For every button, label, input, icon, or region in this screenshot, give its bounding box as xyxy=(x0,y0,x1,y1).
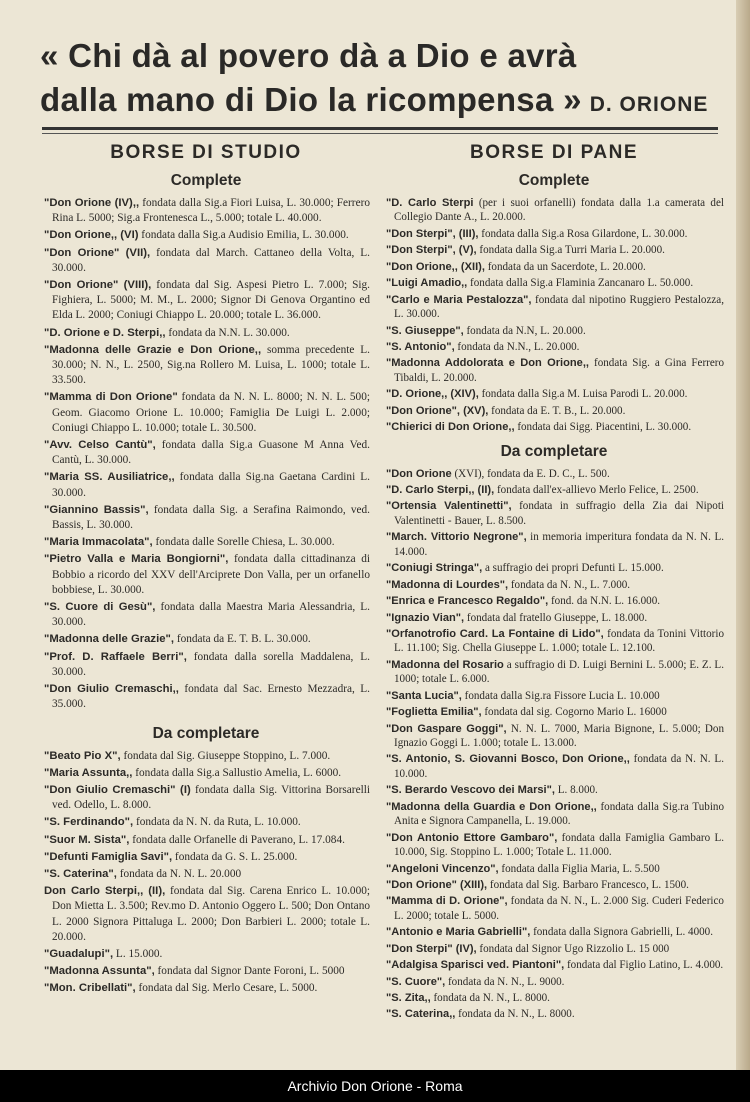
quote-line-2 xyxy=(40,78,720,127)
fund-name: "S. Ferdinando", xyxy=(44,816,134,829)
section-heading-complete: Complete xyxy=(170,172,242,189)
header-rule-thick xyxy=(42,127,718,130)
fund-name: "Guadalupi", xyxy=(44,947,114,960)
fund-details: fondata dal March. Cattaneo della Volta, L. 30.000. xyxy=(52,246,370,274)
fund-entry xyxy=(384,243,724,257)
fund-details: fondata dal Sac. Ernesto Mezzadra, L. 35.000. xyxy=(52,683,370,711)
fund-entry xyxy=(384,958,724,972)
column-borse-di-pane xyxy=(384,140,724,1024)
fund-details: fondata da N. N. L. 20.000 xyxy=(116,867,242,880)
fund-details: N. N. L. 7000, Maria Bignone, L. 5.000; Don Ignazio Goggi L. 1.000; totale L. 13.000. xyxy=(394,722,724,749)
fund-entry xyxy=(42,552,370,598)
fund-entry xyxy=(42,196,370,226)
fund-name: "S. Zita,, xyxy=(386,992,431,1004)
header-quote xyxy=(40,34,720,127)
fund-details: fondata dal Signor Dante Foroni, L. 5000 xyxy=(154,965,345,978)
fund-name: "Don Orione xyxy=(386,467,452,480)
fund-details: fondata dal Sig. Aspesi Pietro L. 7.000; Sig. Fighiera, L. 5000; M. M., L. 2000; Signor Di Genova Organtino ed Elda L. 2000; Coniugi Chiappo L. 20.000; totale L. 36.000. xyxy=(52,279,371,322)
fund-details: fondata Sig. a Gina Ferrero Tibaldi, L. 20.000. xyxy=(394,357,724,384)
fund-name: "Santa Lucia", xyxy=(386,689,462,702)
fund-name: "Don Orione (IV),, xyxy=(44,197,140,209)
fund-details: fondata da E. T. B. L. 30.000. xyxy=(174,633,311,646)
fund-name: "March. Vittorio Negrone", xyxy=(386,531,527,544)
fund-details: fondata dal Sig. Barbaro Francesco, L. 1500. xyxy=(487,878,689,891)
fund-name: "Orfanotrofio Card. La Fontaine di Lido", xyxy=(386,627,604,640)
fund-details: fondata da Tonini Vittorio L. 11.100; Sig. Chella Giuseppe L. 1.000; totale L. 12.100. xyxy=(394,627,725,655)
fund-details: fondata dalla Sig. Vittorina Borsarelli ved. Odello, L. 8.000. xyxy=(52,783,370,812)
fund-details: L. 8.000. xyxy=(554,784,598,797)
fund-name: "Antonio e Maria Gabrielli", xyxy=(386,926,531,939)
fund-entry xyxy=(384,387,724,401)
fund-entry xyxy=(42,749,370,764)
fund-details: fondata dalla sorella Maddalena, L. 30.000. xyxy=(52,650,371,678)
fund-details: fondata in suffragio della Zia dai Nipoti Valentinetti - Bauer, L. 8.500. xyxy=(394,500,724,527)
fund-entry xyxy=(42,343,370,389)
fund-entry xyxy=(42,833,370,848)
fund-entry xyxy=(384,260,724,274)
fund-name: "Maria SS. Ausiliatrice,, xyxy=(44,471,175,484)
fund-entry xyxy=(384,942,724,956)
fund-details: fondata dal Sig. Giuseppe Stoppino, L. 7.000. xyxy=(120,749,331,762)
fund-name: "Foglietta Emilia", xyxy=(386,706,482,719)
fund-name: "S. Caterina,, xyxy=(386,1008,456,1021)
fund-details: fondata da N. N. L. 10.000. xyxy=(394,753,724,780)
fund-details: fondata dal Sig. Merlo Cesare, L. 5000. xyxy=(135,982,318,995)
fund-entry xyxy=(384,689,724,703)
fund-details: fondata da N.N, L. 20.000. xyxy=(463,324,586,337)
column-heading: BORSE DI STUDIO xyxy=(110,142,302,163)
fund-entry xyxy=(384,467,724,481)
fund-details: fondata dal sig. Cogorno Mario L. 16000 xyxy=(481,706,667,719)
fund-name: "Madonna Addolorata e Don Orione,, xyxy=(386,357,589,370)
fund-entry xyxy=(42,228,370,243)
fund-entry xyxy=(384,594,724,608)
fund-entry xyxy=(42,766,370,781)
fund-name: "Defunti Famiglia Savi", xyxy=(44,850,173,863)
fund-entry xyxy=(384,499,724,528)
fund-name: "Chierici di Don Orione,, xyxy=(386,421,515,434)
fund-entry xyxy=(384,324,724,338)
fund-entry xyxy=(384,196,724,225)
fund-entry xyxy=(384,783,724,797)
fund-details: fondata da N. N., L. 9000. xyxy=(445,975,565,988)
fund-name: "Don Orione" (VIII), xyxy=(44,279,152,292)
fund-details: fondata da E. T. B., L. 20.000. xyxy=(488,404,626,417)
fund-name: "Don Sterpi" (IV), xyxy=(386,942,477,955)
fund-details: fondata dalla Sig.a Audisio Emilia, L. 30.000. xyxy=(138,229,349,242)
fund-entry xyxy=(384,800,724,829)
fund-entry xyxy=(384,878,724,892)
fund-entry xyxy=(42,783,370,813)
fund-entry xyxy=(42,535,370,550)
fund-details: fondata dal Sig. Carena Enrico L. 10.000; Don Mietta L. 3.500; Rev.mo D. Antonio Oggero L. 500; Don Ontano L. 2000 Signora Pittaluga L. 2000; Don Barbieri L. 2000; totale L. 20.000. xyxy=(52,885,371,943)
fund-details: (XVI), fondata da E. D. C., L. 500. xyxy=(451,467,610,480)
complete-list xyxy=(42,196,370,713)
fund-entry xyxy=(42,981,370,996)
fund-name: "S. Cuore", xyxy=(386,975,446,988)
fund-entry xyxy=(42,650,370,680)
fund-details: fondata dalla Sig.a Guasone M Anna Ved. Cantù, L. 30.000. xyxy=(52,439,370,467)
fund-name: "Carlo e Maria Pestalozza", xyxy=(386,293,532,306)
fund-details: fondata dalla Sig.ra Tubino Anita e Signora Campanella, L. 19.000. xyxy=(394,800,724,828)
fund-details: fondata dalla Sig. a Serafina Raimondo, ved. Bassis, L. 30.000. xyxy=(52,503,371,532)
header-rule-thin xyxy=(42,133,718,134)
fund-name: "Angeloni Vincenzo", xyxy=(386,862,499,875)
fund-name: "Madonna del Rosario xyxy=(386,658,504,671)
fund-entry xyxy=(384,975,724,989)
fund-entry xyxy=(42,632,370,647)
fund-name: "Don Gaspare Goggi", xyxy=(386,722,507,735)
fund-details: fondata dalla Sig.a Rosa Gilardone, L. 30.000. xyxy=(478,227,688,240)
fund-entry xyxy=(384,705,724,719)
fund-name: "D. Orione,, (XIV), xyxy=(386,388,479,401)
section-heading-pending: Da completare xyxy=(500,442,608,460)
fund-details: fondata dalla Figlia Maria, L. 5.500 xyxy=(498,862,660,875)
fund-name: "S. Giuseppe", xyxy=(386,324,464,337)
fund-details: fondata da N. N., L. 8000. xyxy=(455,1008,575,1021)
fund-name: "Don Giulio Cremaschi,, xyxy=(44,683,179,696)
fund-name: "Madonna delle Grazie", xyxy=(44,633,174,646)
fund-name: "Luigi Amadio,, xyxy=(386,277,468,290)
fund-name: "Ignazio Vian", xyxy=(386,611,465,624)
fund-entry xyxy=(384,1007,724,1021)
fund-entry xyxy=(384,356,724,385)
fund-details: fondata da N. N., L. 8000. xyxy=(430,992,550,1004)
fund-name: Don Carlo Sterpi,, (II), xyxy=(44,885,166,898)
page-edge xyxy=(736,0,750,1070)
quote-line-1: « Chi dà al povero dà a Dio e avrà xyxy=(40,37,577,74)
fund-details: fondata dal nipotino Ruggiero Pestalozza, L. 30.000. xyxy=(394,293,724,321)
fund-name: "Don Sterpi", (V), xyxy=(386,244,477,257)
fund-name: "Don Sterpi", (III), xyxy=(386,227,479,240)
fund-details: fondata da N.N., L. 20.000. xyxy=(454,340,580,353)
fund-name: "S. Caterina", xyxy=(44,867,117,880)
fund-details: fondata da un Sacerdote, L. 20.000. xyxy=(484,260,646,273)
archive-footer: Archivio Don Orione - Roma xyxy=(0,1070,750,1102)
fund-name: "Madonna delle Grazie e Don Orione,, xyxy=(44,343,262,356)
fund-name: "Don Orione,, (VI) xyxy=(44,229,139,242)
fund-name: "S. Antonio, S. Giovanni Bosco, Don Orione,, xyxy=(386,753,630,766)
fund-entry xyxy=(42,850,370,865)
column-heading: BORSE DI PANE xyxy=(469,142,638,163)
fund-name: "D. Carlo Sterpi,, (II), xyxy=(386,484,495,496)
fund-entry xyxy=(42,438,370,468)
pending-list xyxy=(384,467,724,1022)
fund-name: "Mamma di D. Orione", xyxy=(386,895,508,908)
fund-details: fondata da N. N., L. 7.000. xyxy=(508,578,631,591)
fund-entry xyxy=(42,326,370,341)
fund-details: fondata dalla Sig.a Turri Maria L. 20.000. xyxy=(476,244,665,257)
fund-entry xyxy=(384,293,724,322)
fund-details: fondata dalla Signora Gabrielli, L. 4000. xyxy=(530,926,713,939)
fund-details: fondata dal fratello Giuseppe, L. 18.000. xyxy=(464,611,648,624)
fund-entry xyxy=(42,682,370,712)
fund-entry xyxy=(384,578,724,592)
fund-name: "Adalgisa Sparisci ved. Piantoni", xyxy=(386,959,565,972)
fund-name: "Maria Assunta,, xyxy=(44,766,133,779)
fund-name: "Coniugi Stringa", xyxy=(386,562,483,575)
fund-name: "Madonna di Lourdes", xyxy=(386,578,509,591)
section-heading-pending: Da completare xyxy=(152,724,260,742)
fund-name: "Ortensia Valentinetti", xyxy=(386,500,512,513)
fund-entry xyxy=(384,831,724,860)
fund-name: "Pietro Valla e Maria Bongiorni", xyxy=(44,553,229,566)
fund-name: "Don Orione" (XIII), xyxy=(386,878,488,891)
fund-name: "Don Orione", (XV), xyxy=(386,404,489,417)
quote-author: D. ORIONE xyxy=(589,93,709,116)
fund-details: fond. da N.N. L. 16.000. xyxy=(548,595,661,608)
fund-entry xyxy=(384,483,724,497)
fund-entry xyxy=(42,503,370,533)
fund-name: "S. Berardo Vescovo dei Marsi", xyxy=(386,784,555,797)
fund-entry xyxy=(384,561,724,575)
pending-list xyxy=(42,749,370,997)
fund-details: fondata dalla Sig.a Fiori Luisa, L. 30.000; Ferrero Rina L. 5000; Sig.a Frontenesca L., 5.000; totale L. 40.000. xyxy=(52,197,370,225)
fund-entry xyxy=(42,867,370,882)
fund-entry xyxy=(384,722,724,751)
fund-name: "S. Cuore di Gesù", xyxy=(44,601,156,614)
fund-entry xyxy=(384,276,724,290)
fund-name: "Giannino Bassis", xyxy=(44,503,149,516)
fund-details: L. 15.000. xyxy=(113,947,163,960)
fund-details: fondata dall'ex-allievo Merlo Felice, L. 2500. xyxy=(494,484,699,496)
fund-details: fondata dalle Orfanelle di Paverano, L. 17.084. xyxy=(129,833,345,846)
fund-details: fondata da N.N. L. 30.000. xyxy=(165,326,290,339)
fund-name: "S. Antonio", xyxy=(386,340,455,353)
fund-entry xyxy=(384,404,724,418)
fund-name: "Enrica e Francesco Regaldo", xyxy=(386,595,549,608)
fund-details: fondata da N. N. L. 8000; N. N. L. 500; Geom. Giacomo Orione L. 10.000; Famiglia De Luigi L. 2.000; Coniugi Chiappo L. 10.000; totale L. 30.500. xyxy=(52,391,370,434)
fund-name: "D. Orione e D. Sterpi,, xyxy=(44,326,166,339)
fund-details: fondata da N. N., L. 2.000 Sig. Cuderi Federico L. 2000; totale L. 5000. xyxy=(394,895,724,922)
fund-entry xyxy=(42,278,370,324)
fund-entry xyxy=(42,600,370,630)
fund-details: fondata dal Figlio Latino, L. 4.000. xyxy=(564,959,724,972)
fund-entry xyxy=(42,470,370,500)
fund-entry xyxy=(384,227,724,241)
fund-name: "Madonna della Guardia e Don Orione,, xyxy=(386,800,597,813)
fund-name: "Don Orione" (VII), xyxy=(44,246,151,259)
fund-entry xyxy=(384,658,724,687)
fund-entry xyxy=(384,862,724,876)
complete-list xyxy=(384,196,724,435)
fund-name: "Suor M. Sista", xyxy=(44,833,130,846)
fund-details: somma precedente L. 30.000; N. N., L. 2500, Sig.na Rollero M. Luisa, L. 1000; totale L. 33.500. xyxy=(52,343,370,387)
fund-details: fondata dai Sigg. Piacentini, L. 30.000. xyxy=(514,421,692,434)
fund-entry xyxy=(384,420,724,434)
fund-entry xyxy=(384,991,724,1005)
fund-name: "Maria Immacolata", xyxy=(44,536,153,549)
fund-details: a suffragio di D. Luigi Bernini L. 5.000; E. Z. L. 1000; totale L. 6.000. xyxy=(394,658,724,686)
fund-details: fondata dalla Sig.a Sallustio Amelia, L. 6000. xyxy=(132,766,342,779)
section-heading-complete: Complete xyxy=(518,172,590,189)
fund-details: fondata dalla Famiglia Gambaro L. 10.000, Sig. Stoppino L. 1.000; Totale L. 11.000. xyxy=(394,831,724,859)
fund-entry xyxy=(384,894,724,923)
fund-name: "Mamma di Don Orione" xyxy=(44,391,178,404)
fund-details: fondata da N. N. da Ruta, L. 10.000. xyxy=(133,816,301,829)
fund-details: (per i suoi orfanelli) fondata dalla 1.a camerata del Collegio Dante A., L. 20.000. xyxy=(394,197,724,224)
fund-entry xyxy=(384,340,724,354)
fund-name: "Don Orione,, (XII), xyxy=(386,260,485,273)
fund-details: fondata dalla Maestra Maria Alessandria, L. 30.000. xyxy=(52,601,370,629)
fund-details: fondata dalla cittadinanza di Bobbio a ricordo del XXV dell'Arciprete Don Valla, per un orfanello bobbiese, L. 30.000. xyxy=(52,553,370,596)
fund-entry xyxy=(42,947,370,962)
fund-details: fondata dalla Sig.a Flaminia Zancanaro L. 50.000. xyxy=(467,277,694,290)
fund-name: "Avv. Celso Cantù", xyxy=(44,439,156,452)
fund-entry xyxy=(42,246,370,276)
fund-details: fondata dalle Sorelle Chiesa, L. 30.000. xyxy=(152,536,335,549)
fund-details: in memoria imperitura fondata da N. N. L. 14.000. xyxy=(394,531,724,558)
fund-entry xyxy=(42,964,370,979)
column-borse-di-studio xyxy=(42,140,370,999)
fund-entry xyxy=(384,925,724,939)
quote-line-2-text: dalla mano di Dio la ricompensa » xyxy=(40,81,582,118)
fund-details: fondata dal Signor Ugo Rizzolio L. 15 000 xyxy=(476,942,670,955)
fund-details: fondata dalla Sig.a M. Luisa Parodi L. 20.000. xyxy=(478,388,688,401)
fund-details: fondata dalla Sig.na Gaetana Cardini L. 30.000. xyxy=(52,471,370,499)
fund-entry xyxy=(384,752,724,781)
fund-details: fondata da G. S. L. 25.000. xyxy=(172,850,298,863)
fund-entry xyxy=(42,390,370,436)
fund-details: a suffragio dei propri Defunti L. 15.000. xyxy=(482,562,664,575)
fund-entry xyxy=(42,884,370,945)
fund-name: "Beato Pio X", xyxy=(44,749,121,762)
fund-details: fondata dalla Sig.ra Fissore Lucia L. 10.000 xyxy=(461,689,660,702)
fund-name: "Don Giulio Cremaschi" (I) xyxy=(44,783,191,796)
fund-entry xyxy=(42,815,370,830)
fund-name: "Prof. D. Raffaele Berri", xyxy=(44,650,187,663)
fund-entry xyxy=(384,627,724,656)
fund-entry xyxy=(384,611,724,625)
fund-name: "Madonna Assunta", xyxy=(44,965,155,978)
fund-name: "Don Antonio Ettore Gambaro", xyxy=(386,831,558,844)
fund-name: "Mon. Cribellati", xyxy=(44,982,136,995)
fund-entry xyxy=(384,530,724,559)
fund-name: "D. Carlo Sterpi xyxy=(386,197,474,209)
